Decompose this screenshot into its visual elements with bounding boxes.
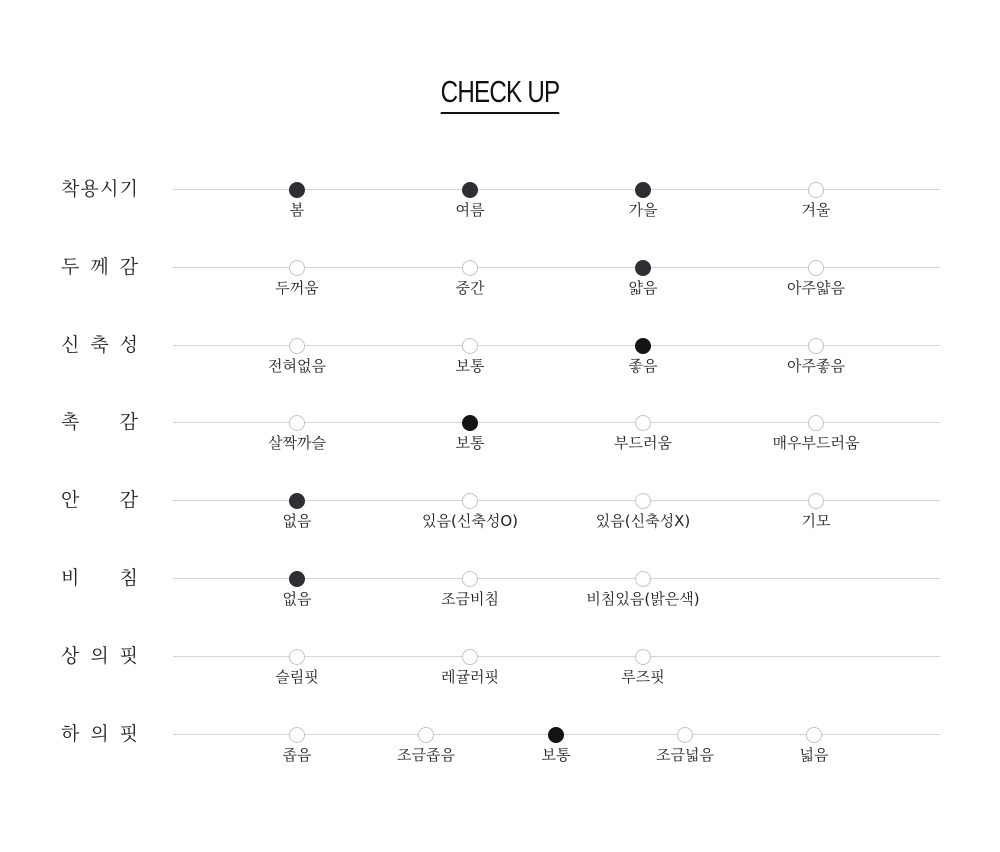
option-label: 조금비침 <box>441 590 499 608</box>
unselected-dot-icon <box>808 260 824 276</box>
row-label-char: 핏 <box>119 723 138 745</box>
row-label-char: 하 <box>61 723 80 745</box>
unselected-dot-icon <box>808 338 824 354</box>
row-label <box>61 255 138 279</box>
page-title-text: CHECK UP <box>441 74 560 114</box>
option-label: 조금좁음 <box>397 746 455 764</box>
option-label: 아주얇음 <box>787 279 845 297</box>
option-label: 살짝까슬 <box>268 434 326 452</box>
option-label: 아주좋음 <box>787 357 845 375</box>
row-label-char: 침 <box>119 567 138 589</box>
selected-dot-icon <box>289 493 305 509</box>
row-label-char: 착 <box>61 178 80 200</box>
unselected-dot-icon <box>462 260 478 276</box>
unselected-dot-icon <box>462 649 478 665</box>
unselected-dot-icon <box>677 727 693 743</box>
unselected-dot-icon <box>808 182 824 198</box>
unselected-dot-icon <box>289 260 305 276</box>
row-label-char: 의 <box>90 723 109 745</box>
row-label-char: 의 <box>90 645 109 667</box>
option-label: 두꺼움 <box>275 279 319 297</box>
unselected-dot-icon <box>635 415 651 431</box>
row-label <box>61 177 138 201</box>
unselected-dot-icon <box>462 493 478 509</box>
row-label <box>61 410 138 434</box>
unselected-dot-icon <box>635 649 651 665</box>
row-label <box>61 566 138 590</box>
row-label-char: 용 <box>80 178 99 200</box>
selected-dot-icon <box>462 182 478 198</box>
row-label-char: 기 <box>119 178 138 200</box>
checkup-row <box>0 488 1000 566</box>
row-label-char: 감 <box>119 256 138 278</box>
row-label <box>61 644 138 668</box>
selected-dot-icon <box>635 182 651 198</box>
option-label: 루즈핏 <box>621 668 665 686</box>
selected-dot-icon <box>635 338 651 354</box>
option-label: 얇음 <box>628 279 658 297</box>
row-label-char: 신 <box>61 334 80 356</box>
checkup-row <box>0 333 1000 411</box>
unselected-dot-icon <box>808 415 824 431</box>
unselected-dot-icon <box>808 493 824 509</box>
unselected-dot-icon <box>635 571 651 587</box>
selected-dot-icon <box>635 260 651 276</box>
row-label <box>61 333 138 357</box>
option-label: 봄 <box>289 201 305 219</box>
option-label: 레귤러핏 <box>441 668 499 686</box>
unselected-dot-icon <box>462 571 478 587</box>
option-label: 좁음 <box>282 746 312 764</box>
option-label: 없음 <box>282 590 312 608</box>
unselected-dot-icon <box>418 727 434 743</box>
row-label <box>61 722 138 746</box>
option-label: 좋음 <box>628 357 658 375</box>
unselected-dot-icon <box>289 338 305 354</box>
option-label: 여름 <box>455 201 485 219</box>
selected-dot-icon <box>289 571 305 587</box>
page-title <box>110 74 890 114</box>
row-label-char: 촉 <box>61 411 80 433</box>
option-label: 비침있음(밝은색) <box>586 590 700 608</box>
option-label: 보통 <box>455 357 485 375</box>
option-label: 매우부드러움 <box>772 434 860 452</box>
option-label: 겨울 <box>801 201 831 219</box>
option-label: 전혀없음 <box>268 357 326 375</box>
row-label-char: 핏 <box>119 645 138 667</box>
row-label-char: 안 <box>61 489 80 511</box>
row-label-char: 감 <box>119 411 138 433</box>
option-label: 조금넓음 <box>656 746 714 764</box>
option-label: 부드러움 <box>614 434 672 452</box>
checkup-row <box>0 177 1000 255</box>
row-label-char: 비 <box>61 567 80 589</box>
unselected-dot-icon <box>806 727 822 743</box>
unselected-dot-icon <box>289 415 305 431</box>
selected-dot-icon <box>462 415 478 431</box>
row-label-char: 상 <box>61 645 80 667</box>
unselected-dot-icon <box>462 338 478 354</box>
option-label: 슬림핏 <box>275 668 319 686</box>
option-label: 중간 <box>455 279 485 297</box>
selected-dot-icon <box>289 182 305 198</box>
option-label: 있음(신축성X) <box>595 512 691 530</box>
option-label: 기모 <box>801 512 831 530</box>
option-label: 없음 <box>282 512 312 530</box>
option-label: 보통 <box>455 434 485 452</box>
row-label-char: 두 <box>61 256 80 278</box>
checkup-row <box>0 644 1000 722</box>
row-label-char: 께 <box>90 256 109 278</box>
row-label-char: 축 <box>90 334 109 356</box>
checkup-row <box>0 410 1000 488</box>
unselected-dot-icon <box>289 727 305 743</box>
option-label: 보통 <box>541 746 571 764</box>
row-label-char: 시 <box>100 178 119 200</box>
option-label: 넓음 <box>799 746 829 764</box>
checkup-row <box>0 566 1000 644</box>
option-label: 있음(신축성O) <box>422 512 518 530</box>
row-label <box>61 488 138 512</box>
row-label-char: 감 <box>119 489 138 511</box>
unselected-dot-icon <box>289 649 305 665</box>
checkup-row <box>0 255 1000 333</box>
row-label-char: 성 <box>119 334 138 356</box>
selected-dot-icon <box>548 727 564 743</box>
unselected-dot-icon <box>635 493 651 509</box>
checkup-row <box>0 722 1000 800</box>
option-label: 가을 <box>628 201 658 219</box>
